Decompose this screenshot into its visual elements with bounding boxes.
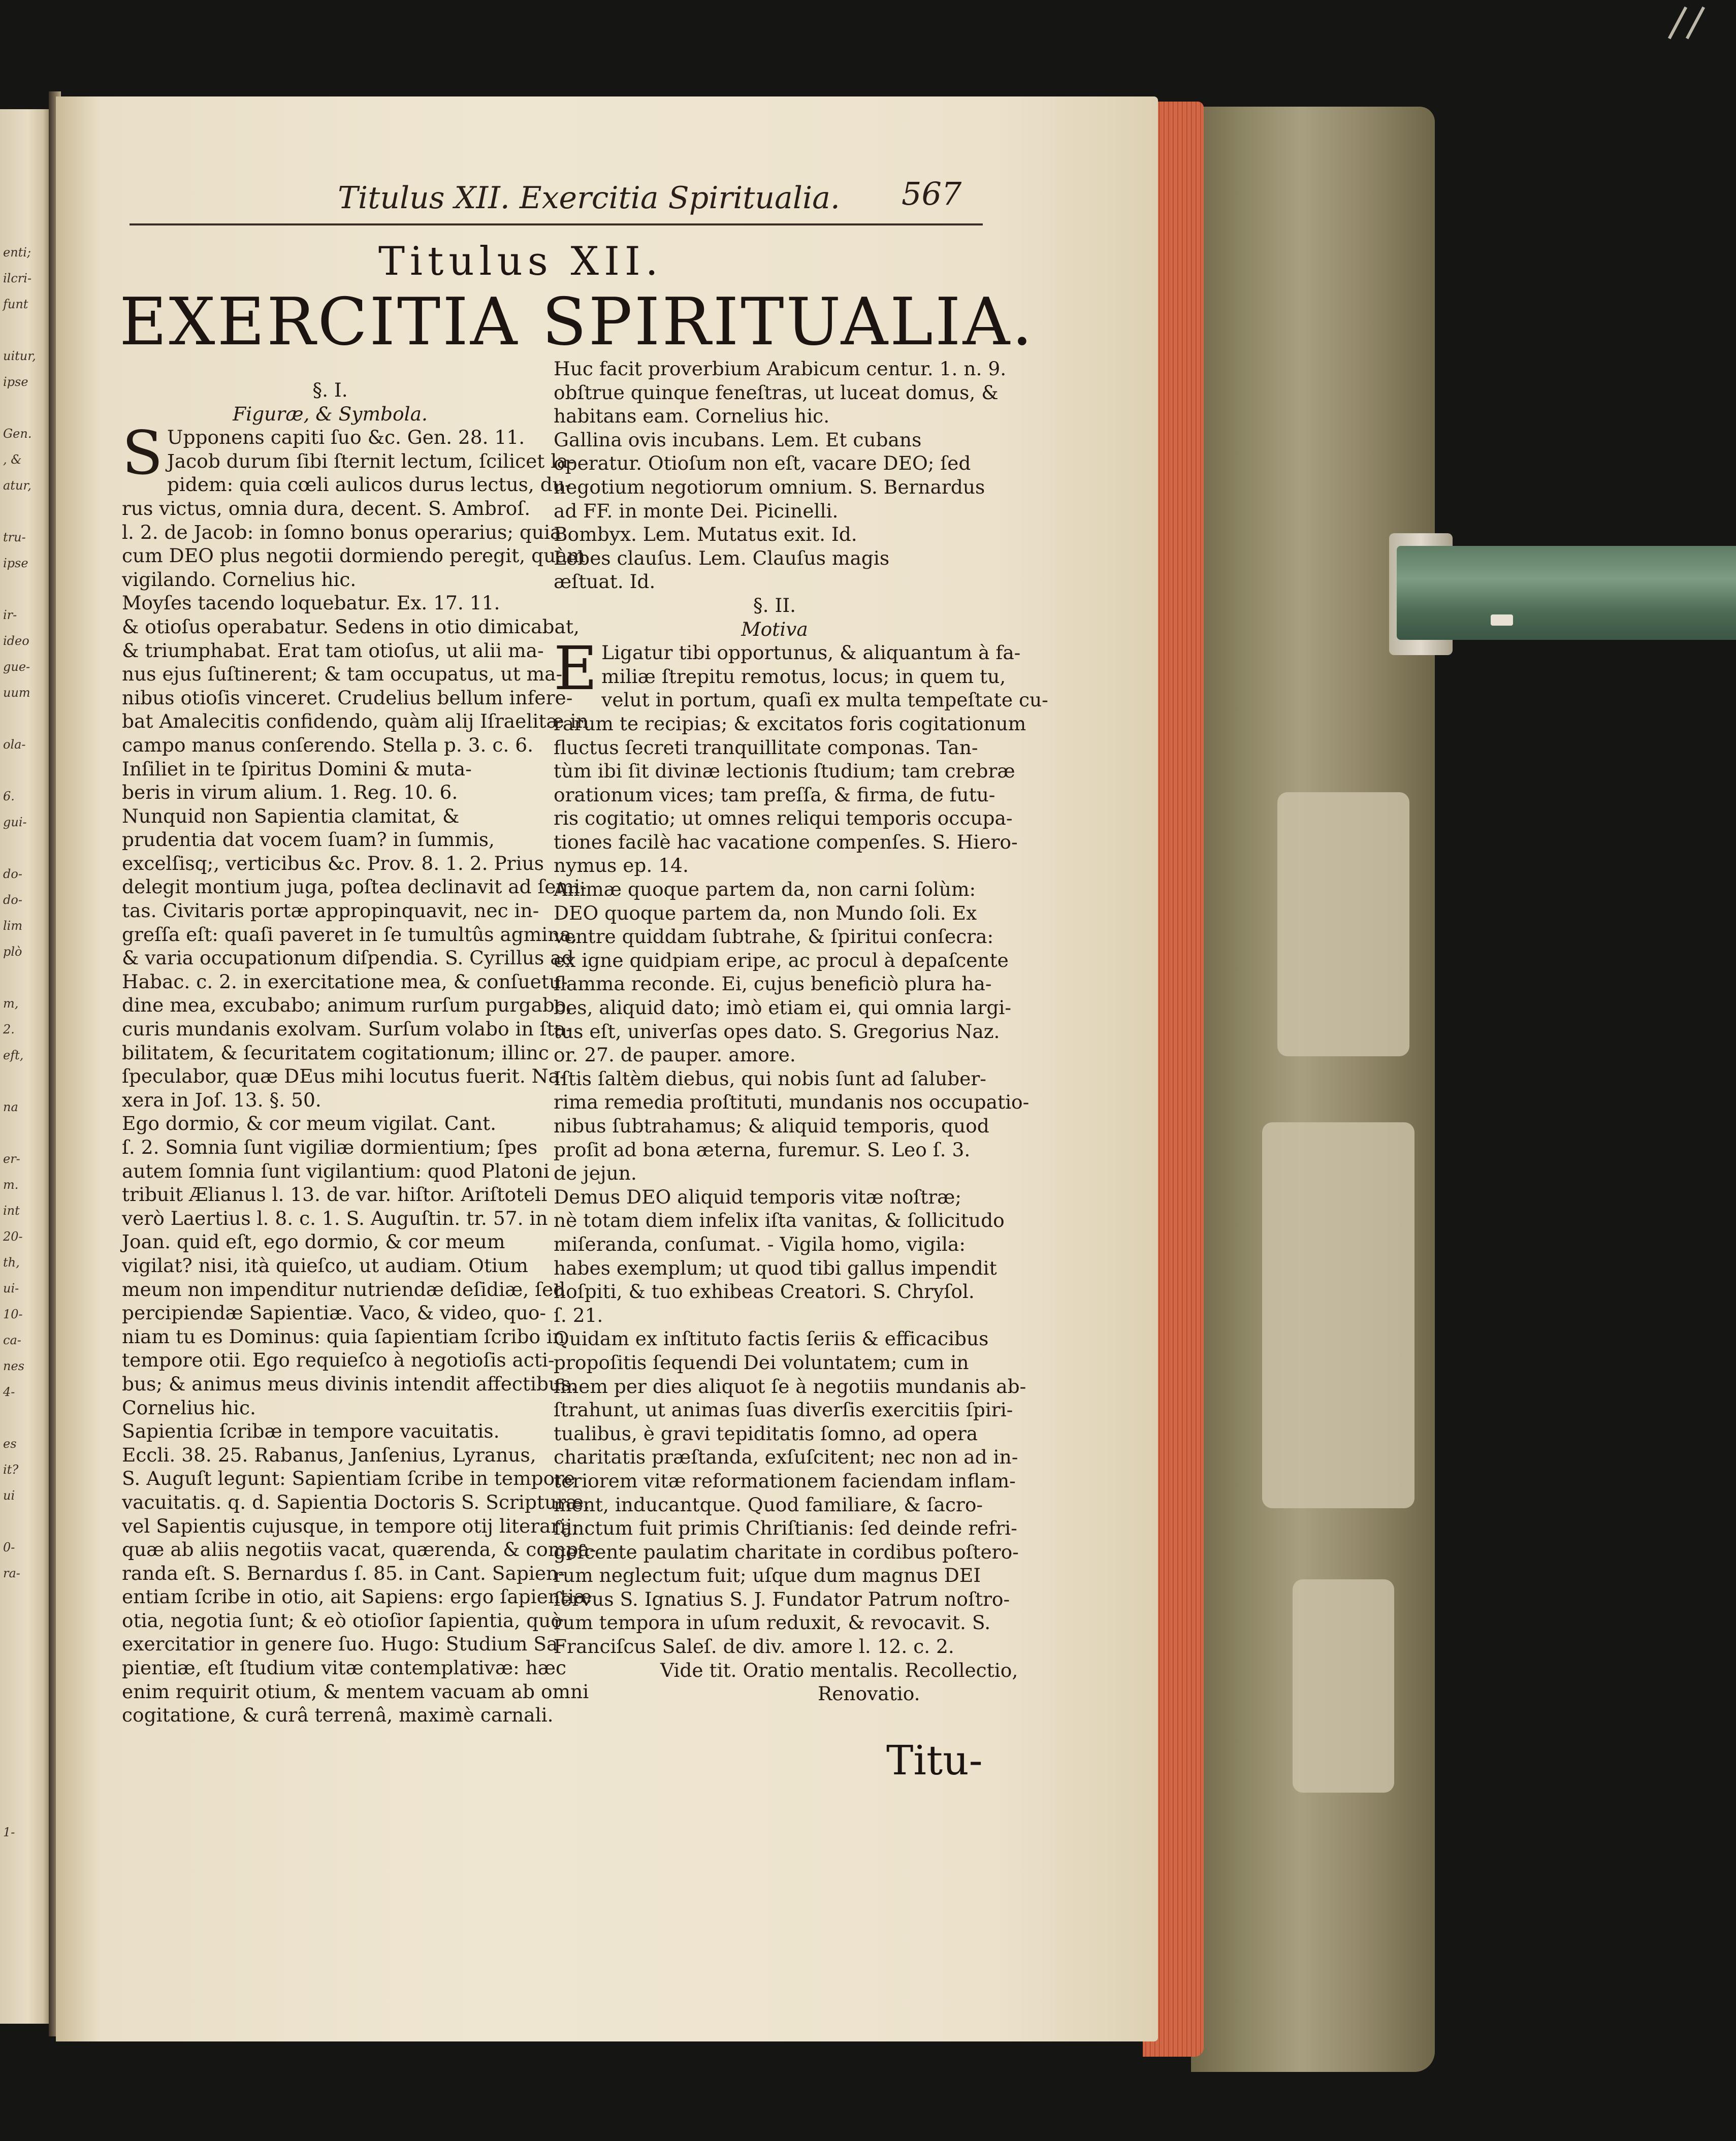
chapter-number: Titulus XII. (378, 239, 663, 284)
facing-page-fragment: 4- (3, 1385, 15, 1399)
facing-page-fragment: gui- (3, 815, 27, 829)
text-line: Inſiliet in te ſpiritus Domini & muta- (122, 757, 472, 780)
page-number: 567 (902, 175, 962, 212)
text-line: enim requirit otium, & mentem vacuam ab omni (122, 1680, 589, 1703)
facing-page-fragment: nes (3, 1359, 24, 1373)
text-line: tempore otii. Ego requieſco à negotioſis acti- (122, 1349, 555, 1372)
facing-page-fragment: ui (3, 1488, 15, 1503)
facing-page-fragment: 2. (3, 1022, 15, 1036)
text-line: meum non impenditur nutriendæ deſidiæ, ſed (122, 1278, 566, 1301)
text-line: geſcente paulatim charitate in cordibus poſtero- (554, 1540, 1019, 1563)
section-subheading: Motiva (741, 618, 808, 640)
facing-page-fragment: ideo (3, 634, 29, 648)
text-line: campo manus conſerendo. Stella p. 3. c. 6. (122, 733, 534, 756)
text-line: nus ejus ſuſtinerent; & tam occupatus, ut ma- (122, 663, 563, 686)
facing-page-fragment: ilcri- (3, 271, 32, 285)
text-line: dine mea, excubabo; animum rurſum purgabo, (122, 994, 572, 1017)
text-line: Animæ quoque partem da, non carni ſolùm: (554, 878, 976, 901)
text-line: vigilat? nisi, ità quieſco, ut audiam. Otium (122, 1254, 528, 1277)
facing-page-fragment: 0- (3, 1540, 15, 1554)
text-line: randa eſt. S. Bernardus ſ. 85. in Cant. Sapien- (122, 1562, 565, 1584)
text-line: orationum vices; tam preſſa, & firma, de futu- (554, 783, 995, 806)
facing-page-fragment: ipse (3, 375, 28, 389)
metal-clasp (1397, 546, 1736, 640)
text-line: nè totam diem infelix iſta vanitas, & ſollicitudo (554, 1209, 1005, 1232)
text-line: tas. Civitaris portæ appropinquavit, nec in- (122, 899, 539, 922)
text-line: bus; & animus meus divinis intendit affectibus. (122, 1372, 577, 1395)
facing-page-fragment: ra- (3, 1566, 20, 1580)
text-line: operatur. Otioſum non eſt, vacare DEO; ſed (554, 452, 971, 475)
facing-page-fragment: th, (3, 1255, 20, 1270)
text-line: S. Auguſt legunt: Sapientiam ſcribe in tempore (122, 1467, 575, 1490)
facing-page-fragment: na (3, 1100, 18, 1114)
text-line: & varia occupationum diſpendia. S. Cyrillus ad (122, 947, 574, 969)
text-line: delegit montium juga, poſtea declinavit ad ſemi- (122, 875, 587, 898)
book-cover (1191, 107, 1435, 2072)
text-line: rus victus, omnia dura, decent. S. Ambroſ. (122, 497, 531, 520)
text-line: negotium negotiorum omnium. S. Bernardus (554, 475, 985, 498)
text-line: vel Sapientis cujusque, in tempore otij literarij; (122, 1514, 578, 1537)
text-line: Moyſes tacendo loquebatur. Ex. 17. 11. (122, 592, 500, 614)
text-line: Lebes clauſus. Lem. Clauſus magis (554, 546, 890, 569)
text-line: cum DEO plus negotii dormiendo peregit, quàm (122, 544, 586, 567)
text-line: prudentia dat vocem ſuam? in ſummis, (122, 828, 495, 851)
text-line: or. 27. de pauper. amore. (554, 1044, 796, 1066)
corner-mark (1686, 7, 1705, 40)
text-line: ad FF. in monte Dei. Picinelli. (554, 499, 839, 522)
section-subheading: Figuræ, & Symbola. (233, 402, 428, 425)
text-line: autem ſomnia ſunt vigilantium: quod Platoni (122, 1159, 550, 1182)
corner-mark (1668, 7, 1687, 40)
text-line: Habac. c. 2. in exercitatione mea, & conſuetu- (122, 970, 568, 993)
facing-page-fragment: ui- (3, 1281, 19, 1295)
text-line: habitans eam. Cornelius hic. (554, 405, 830, 428)
text-line: charitatis præſtanda, exſuſcitent; nec non ad in- (554, 1446, 1018, 1469)
text-line: fluctus ſecreti tranquillitate componas. Tan- (554, 736, 978, 759)
text-line: niam tu es Dominus: quia ſapientiam ſcribo in (122, 1325, 565, 1348)
text-line: ſpeculabor, quæ DEus mihi locutus fuerit. Na- (122, 1065, 566, 1088)
text-line: ſtrahunt, ut animas ſuas diverſis exercitiis ſpiri- (554, 1399, 1013, 1421)
text-line: tribuit Ælianus l. 13. de var. hiſtor. Ariſtoteli (122, 1183, 548, 1206)
text-line: Nunquid non Sapientia clamitat, & (122, 804, 460, 827)
text-line: beris in virum alium. 1. Reg. 10. 6. (122, 781, 458, 804)
facing-page-fragment: enti; (3, 245, 31, 259)
text-line: rum tempora in uſum reduxit, & revocavit. S. (554, 1611, 991, 1634)
text-line: DEO quoque partem da, non Mundo ſoli. Ex (554, 901, 977, 924)
text-line: rum neglectum fuit; uſque dum magnus DEI (554, 1564, 981, 1587)
cross-reference: Renovatio. (818, 1682, 920, 1705)
text-line: obſtrue quinque feneſtras, ut luceat domus, & (554, 381, 999, 404)
text-line: Ego dormio, & cor meum vigilat. Cant. (122, 1112, 497, 1135)
text-line: bes, aliquid dato; imò etiam ei, qui omnia largi- (554, 996, 1012, 1019)
text-line: de jejun. (554, 1162, 637, 1185)
text-line: teriorem vitæ reformationem faciendam inflam- (554, 1469, 1016, 1492)
facing-page-fragment: lim (3, 919, 23, 933)
text-line: nibus ſubtrahamus; & aliquid temporis, quod (554, 1115, 989, 1137)
text-line: excelſisq;, verticibus &c. Prov. 8. 1. 2. Prius (122, 852, 544, 874)
facing-page-fragment: es (3, 1437, 17, 1451)
text-line: pidem: quia cœli aulicos durus lectus, du- (167, 473, 571, 496)
text-line: Iſtis ſaltèm diebus, qui nobis ſunt ad ſaluber- (554, 1067, 986, 1090)
text-line: nymus ep. 14. (554, 854, 689, 877)
text-line: bilitatem, & ſecuritatem cogitationum; illinc (122, 1041, 549, 1064)
text-line: ſ. 21. (554, 1304, 603, 1326)
text-line: Joan. quid eſt, ego dormio, & cor meum (122, 1230, 505, 1253)
text-line: habes exemplum; ut quod tibi gallus impendit (554, 1256, 997, 1279)
text-line: cogitatione, & curâ terrenâ, maximè carnali. (122, 1704, 554, 1727)
text-line: Demus DEO aliquid temporis vitæ noſtræ; (554, 1185, 962, 1208)
text-line: rarum te recipias; & excitatos foris cogitationum (554, 712, 1026, 735)
text-line: hoſpiti, & tuo exhibeas Creatori. S. Chryſol. (554, 1280, 975, 1303)
text-line: velut in portum, quaſi ex multa tempeſtate cu- (601, 689, 1048, 711)
text-line: rima remedia proſtituti, mundanis nos occupatio- (554, 1091, 1030, 1114)
left-facing-page (0, 109, 51, 2024)
facing-page-fragment: 6. (3, 789, 15, 803)
facing-page-fragment: ipse (3, 556, 28, 570)
chapter-title: EXERCITIA SPIRITUALIA. (119, 284, 1035, 360)
text-line: Eccli. 38. 25. Rabanus, Janſenius, Lyranus, (122, 1443, 536, 1466)
text-line: æſtuat. Id. (554, 570, 656, 593)
text-line: ſervus S. Ignatius S. J. Fundator Patrum noſtro- (554, 1587, 1010, 1610)
text-line: miliæ ſtrepitu remotus, locus; in quem tu, (601, 665, 1006, 688)
text-line: vacuitatis. q. d. Sapientia Doctoris S. Scripturæ, (122, 1490, 590, 1513)
facing-page-fragment: funt (3, 297, 28, 311)
text-line: tiones facilè hac vacatione compenſes. S. Hiero- (554, 830, 1018, 853)
text-line: Upponens capiti ſuo &c. Gen. 28. 11. (167, 426, 525, 449)
text-line: pientiæ, eſt ſtudium vitæ contemplativæ: hæc (122, 1657, 567, 1679)
facing-page-fragment: ca- (3, 1333, 21, 1347)
text-line: miſeranda, conſumat. - Vigila homo, vigila: (554, 1232, 966, 1255)
facing-page-fragment: m. (3, 1178, 19, 1192)
text-line: entiam ſcribe in otio, ait Sapiens: ergo ſapientiæ (122, 1585, 592, 1608)
text-line: curis mundanis exolvam. Surſum volabo in ſta- (122, 1018, 572, 1041)
text-line: l. 2. de Jacob: in ſomno bonus operarius; quia (122, 521, 562, 543)
running-title: Titulus XII. Exercitia Spiritualia. (338, 180, 841, 216)
text-line: & otioſus operabatur. Sedens in otio dimicabat, (122, 615, 580, 638)
text-line: ris cogitatio; ut omnes reliqui temporis occupa- (554, 807, 1013, 830)
text-line: ſanctum fuit primis Chriſtianis: ſed deinde refri- (554, 1517, 1017, 1540)
text-line: percipiendæ Sapientiæ. Vaco, & video, quo- (122, 1302, 546, 1324)
section-heading: §. II. (753, 594, 796, 617)
facing-page-fragment: 10- (3, 1307, 23, 1321)
text-line: ſ. 2. Somnia ſunt vigiliæ dormientium; ſpes (122, 1136, 538, 1158)
facing-page-fragment: tru- (3, 530, 26, 544)
facing-page-fragment: uum (3, 686, 30, 700)
facing-page-fragment: atur, (3, 478, 31, 493)
facing-page-fragment: uitur, (3, 349, 36, 363)
text-line: proſit ad bona æterna, furemur. S. Leo ſ. 3. (554, 1138, 971, 1161)
text-line: nibus otioſis vinceret. Crudelius bellum infere- (122, 686, 573, 709)
text-line: Bombyx. Lem. Mutatus exit. Id. (554, 523, 857, 546)
text-line: tualibus, è gravi tepiditatis ſomno, ad opera (554, 1422, 978, 1445)
facing-page-fragment: int (3, 1204, 20, 1218)
facing-page-fragment: Gen. (3, 427, 32, 441)
text-line: Jacob durum ſibi ſternit lectum, ſcilicet la- (167, 449, 575, 472)
text-line: greſſa eſt: quaſi paveret in ſe tumultûs agmina, (122, 923, 577, 946)
text-line: Ligatur tibi opportunus, & aliquantum à fa- (601, 641, 1021, 664)
text-line: exercitatior in genere ſuo. Hugo: Studium Sa- (122, 1633, 565, 1656)
facing-page-fragment: m, (3, 996, 19, 1011)
right-column-text-a (554, 357, 1007, 594)
text-line: flamma reconde. Ei, cujus beneficiò plura ha- (554, 972, 992, 995)
text-line: ventre quiddam ſubtrahe, & ſpiritui conſecra: (554, 925, 994, 948)
facing-page-fragment: do- (3, 867, 22, 881)
text-line: propoſitis ſequendi Dei voluntatem; cum in (554, 1351, 969, 1374)
text-line: Quidam ex inſtituto factis ſeriis & efficacibus (554, 1327, 989, 1350)
text-line: ment, inducantque. Quod familiare, & ſacro- (554, 1493, 983, 1516)
facing-page-fragment: eft, (3, 1048, 24, 1062)
right-column-text-b: E Ligatur tibi opportunus, & aliquantum à fa- miliæ ſtrepitu remotus, locus; in quem tu, velut in portum, quaſi ex multa tempeſtate cu- rarum te recipias; & excitatos foris cogitationum fluctus ſecreti tranquillitate componas. Tan- tùm ibi ſit divinæ lectionis ſtudium; tam crebræ orationum vices; tam preſſa, & firma, de futu- ris cogitatio; ut omnes reliqui temporis occupa- tiones facilè hac vacatione compenſes. S. Hiero- nymus ep. 14. Animæ quoque partem da, non carni ſolùm: DEO quoque partem da, non Mundo ſoli. Ex ventre quiddam ſubtrahe, & ſpiritui conſecra: ex igne quidpiam eripe, ac procul à depaſcente flamma reconde. Ei, cujus beneficiò plura ha- bes, aliquid dato; imò etiam ei, qui omnia largi- tus eſt, univerſas opes dato. S. Gregorius Naz. or. 27. de pauper. amore. Iſtis ſaltèm diebus, qui nobis ſunt ad ſaluber- rima remedia proſtituti, mundanis nos occupatio- nibus ſubtrahamus; & aliquid temporis, quod proſit ad bona æterna, furemur. S. Leo ſ. 3. de jejun. Demus DEO aliquid temporis vitæ noſtræ; nè totam diem infelix iſta vanitas, & ſollicitudo miſeranda, conſumat. - Vigila homo, vigila: habes exemplum; ut quod tibi gallus impendit hoſpiti, & tuo exhibeas Creatori. S. Chryſol. ſ. 21. Quidam ex inſtituto factis ſeriis & efficacibus propoſitis ſequendi Dei voluntatem; cum in finem per dies aliquot ſe à negotiis mundanis ab- ſtrahunt, ut animas ſuas diverſis exercitiis ſpiri- tualibus, è gravi tepiditatis ſomno, ad opera charitatis præſtanda, exſuſcitent; nec non ad in- teriorem vitæ reformationem faciendam inflam- ment, inducantque. Quod familiare, & ſacro- ſanctum fuit primis Chriſtianis: ſed deinde refri- geſcente paulatim charitate in cordibus poſtero- rum neglectum fuit; uſque dum magnus DEI ſervus S. Ignatius S. J. Fundator Patrum noſtro- rum tempora in uſum reduxit, & revocavit. S. Franciſcus Saleſ. de div. amore l. 12. c. 2. (554, 633, 1048, 1658)
text-line: Sapientia ſcribæ in tempore vacuitatis. (122, 1420, 500, 1443)
catchword: Titu- (886, 1737, 983, 1784)
text-line: Huc facit proverbium Arabicum centur. 1. n. 9. (554, 358, 1007, 380)
text-line: Franciſcus Saleſ. de div. amore l. 12. c. 2. (554, 1635, 954, 1658)
text-line: bat Amalecitis confidendo, quàm alij Iſraelitæ in (122, 710, 589, 733)
facing-page-fragment: do- (3, 893, 22, 907)
text-line: xera in Joſ. 13. §. 50. (122, 1088, 322, 1111)
facing-page-fragment: ola- (3, 737, 26, 752)
text-line: Gallina ovis incubans. Lem. Et cubans (554, 428, 922, 451)
header-rule (130, 223, 983, 225)
facing-page-fragment: 1- (3, 1825, 15, 1839)
text-line: ex igne quidpiam eripe, ac procul à depaſcente (554, 949, 1009, 971)
facing-page-fragment: 20- (3, 1229, 23, 1244)
cross-reference: Vide tit. Oratio mentalis. Recollectio, (660, 1659, 1018, 1681)
facing-page-fragment: plò (3, 945, 22, 959)
text-line: quæ ab aliis negotiis vacat, quærenda, & compa- (122, 1538, 596, 1561)
text-line: finem per dies aliquot ſe à negotiis mundanis ab- (554, 1375, 1026, 1398)
right-column (554, 357, 1048, 1706)
facing-page-fragment: it? (3, 1463, 19, 1477)
section-heading: §. I. (312, 379, 348, 401)
text-line: verò Laertius l. 8. c. 1. S. Auguſtin. tr. 57. in (122, 1207, 548, 1229)
text-line: & triumphabat. Erat tam otioſus, ut alii ma- (122, 639, 544, 662)
left-column-text: S Upponens capiti ſuo &c. Gen. 28. 11. Jacob durum ſibi ſternit lectum, ſcilicet la- pidem: quia cœli aulicos durus lectus, du- rus victus, omnia dura, decent. S. Ambroſ. l. 2. de Jacob: in ſomno bonus operarius; quia cum DEO plus negotii dormiendo peregit, quàm vigilando. Cornelius hic. Moyſes tacendo loquebatur. Ex. 17. 11. & otioſus operabatur. Sedens in otio dimicabat, & triumphabat. Erat tam otioſus, ut alii ma- nus ejus ſuſtinerent; & tam occupatus, ut ma- nibus otioſis vinceret. Crudelius bellum infere- bat Amalecitis confidendo, quàm alij Iſraelitæ in campo manus conſerendo. Stella p. 3. c. 6. Inſiliet in te ſpiritus Domini & muta- beris in virum alium. 1. Reg. 10. 6. Nunquid non Sapientia clamitat, & prudentia dat vocem ſuam? in ſummis, excelſisq;, verticibus &c. Prov. 8. 1. 2. Prius delegit montium juga, poſtea declinavit ad ſemi- tas. Civitaris portæ appropinquavit, nec in- greſſa eſt: quaſi paveret in ſe tumultûs agmina, & varia occupationum diſpendia. S. Cyrillus ad Habac. c. 2. in exercitatione mea, & conſuetu- dine mea, excubabo; animum rurſum purgabo, curis mundanis exolvam. Surſum volabo in ſta- bilitatem, & ſecuritatem cogitationum; illinc ſpeculabor, quæ DEus mihi locutus fuerit. Na- xera in Joſ. 13. §. 50. Ego dormio, & cor meum vigilat. Cant. ſ. 2. Somnia ſunt vigiliæ dormientium; ſpes autem ſomnia ſunt vigilantium: quod Platoni tribuit Ælianus l. 13. de var. hiſtor. Ariſtoteli verò Laertius l. 8. c. 1. S. Auguſtin. tr. 57. in Joan. quid eſt, ego dormio, & cor meum vigilat? nisi, ità quieſco, ut audiam. Otium meum non impenditur nutriendæ deſidiæ, ſed percipiendæ Sapientiæ. Vaco, & video, quo- niam tu es Dominus: quia ſapientiam ſcribo in tempore otii. Ego requieſco à negotioſis acti- bus; & animus meus divinis intendit affectibus. Cornelius hic. Sapientia ſcribæ in tempore vacuitatis. Eccli. 38. 25. Rabanus, Janſenius, Lyranus, S. Auguſt legunt: Sapientiam ſcribe in tempore vacuitatis. q. d. Sapientia Doctoris S. Scripturæ, vel Sapientis cujusque, in tempore otij literarij; quæ ab aliis negotiis vacat, quærenda, & compa- randa eſt. S. Bernardus ſ. 85. in Cant. Sapien- entiam ſcribe in otio, ait Sapiens: ergo ſapientiæ otia, negotia ſunt; & eò otioſior ſapientia, quò exercitatior in genere ſuo. Hugo: Studium Sa- pientiæ, eſt ſtudium vitæ contemplativæ: hæc enim requirit otium, & mentem vacuam ab omni cogitatione, & curâ terrenâ, maximè carnali. (122, 418, 596, 1727)
text-line: vigilando. Cornelius hic. (122, 568, 357, 591)
text-line: Cornelius hic. (122, 1396, 256, 1419)
clasp-pin (1491, 614, 1513, 626)
facing-page-fragment: , & (3, 452, 22, 467)
facing-page-fragment: er- (3, 1152, 20, 1166)
facing-page-fragment: gue- (3, 660, 30, 674)
text-line: tùm ibi ſit divinæ lectionis ſtudium; tam crebræ (554, 760, 1015, 783)
text-line: otia, negotia ſunt; & eò otioſior ſapientia, quò (122, 1609, 562, 1632)
facing-page-fragment: ir- (3, 608, 17, 622)
text-line: tus eſt, univerſas opes dato. S. Gregorius Naz. (554, 1020, 1000, 1043)
